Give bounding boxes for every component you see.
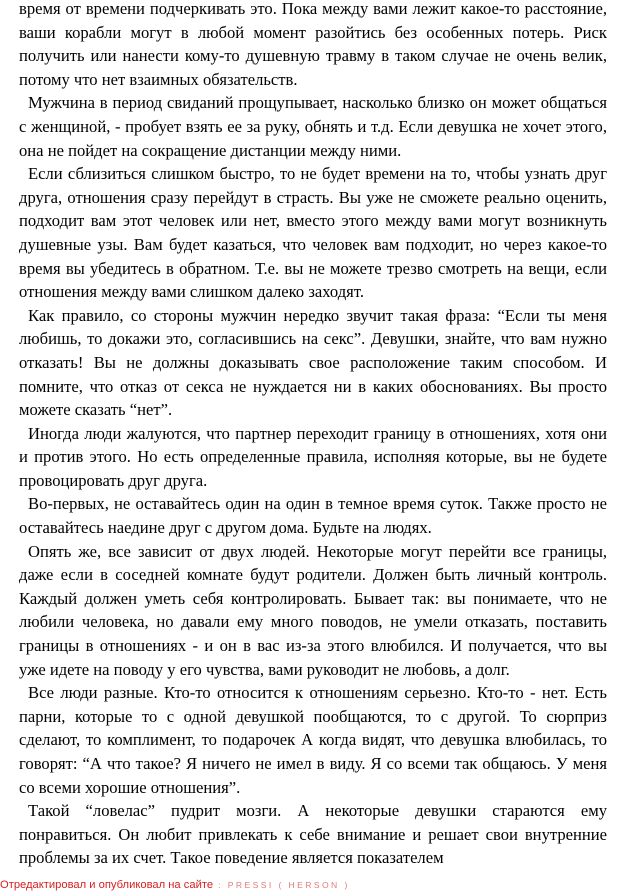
paragraph-6: Во-первых, не оставайтесь один на один в темное время суток. Также просто не оставайтесь наедине друг с другом дома. Будьте на людях. xyxy=(19,494,607,538)
page-body xyxy=(19,0,607,870)
paragraph-9: Такой “ловелас” пудрит мозги. А некоторые девушки стараются ему понравиться. Он любит привлекать к себе внимание и решает свои внутренние проблемы за их счет. Такое поведение является показателем xyxy=(19,801,607,868)
paragraph-3: Если сблизиться слишком быстро, то не будет времени на то, чтобы узнать друг друга, отношения сразу перейдут в страсть. Вы уже не сможете реально оценить, подходит вам этот человек или нет, вместо этого между вами могут возникнуть душевные узы. Вам будет казаться, что человек вам подходит, но через какое-то время вы убедитесь в обратном. Т.е. вы не можете трезво смотреть на вещи, если отношения между вами слишком далеко заходят. xyxy=(19,164,607,302)
paragraph-5: Иногда люди жалуются, что партнер переходит границу в отношениях, хотя они и против этого. Но есть определенные правила, исполняя которые, вы не будете провоцировать друг друга. xyxy=(19,423,607,490)
paragraph-4: Как правило, со стороны мужчин нередко звучит такая фраза: “Если ты меня любишь, то докажи это, согласившись на секс”. Девушки, знайте, что вам нужно отказать! Вы не должны доказывать свое расположение таким способом. И помните, что отказ от секса не нуждается ни в каких обоснованиях. Вы просто можете сказать “нет”. xyxy=(19,305,607,420)
footer-brand[interactable]: : PRESSI ( HERSON ) xyxy=(218,880,350,890)
paragraph-7: Опять же, все зависит от двух людей. Некоторые могут перейти все границы, даже если в соседней комнате будут родители. Должен быть личный контроль. Каждый должен уметь себя контролировать. Бывает так: вы понимаете, что не любили человека, но давали ему много поводов, не умели отказать, поставить границы в отношениях - и он в вас из-за этого влюбился. И получается, что вы уже идете на поводу у его чувства, вами руководит не любовь, а долг. xyxy=(19,541,607,679)
paragraph-8: Все люди разные. Кто-то относится к отношениям серьезно. Кто-то - нет. Есть парни, которые то с одной девушкой пообщаются, то с другой. То сюрприз сделают, то комплимент, то подарочек А когда видят, что девушка влюбилась, то говорят: “А что такое? Я ничего не имел в виду. Я со всеми так общаюсь. У меня со всеми хорошие отношения”. xyxy=(19,683,607,797)
publisher-footer xyxy=(0,877,350,893)
footer-note: Отредактировал и опубликовал на сайте xyxy=(0,879,214,891)
paragraph-1: время от времени подчеркивать это. Пока между вами лежит какое-то расстояние, ваши корабли могут в любой момент разойтись без особенных потерь. Риск получить или нанести кому-то душевную травму в таком случае не очень велик, потому что нет взаимных обязательств. xyxy=(19,0,607,89)
paragraph-2: Мужчина в период свиданий прощупывает, насколько близко он может общаться с женщиной, - пробует взять ее за руку, обнять и т.д. Если девушка не хочет этого, она не пойдет на сокращение дистанции между ними. xyxy=(19,93,607,160)
